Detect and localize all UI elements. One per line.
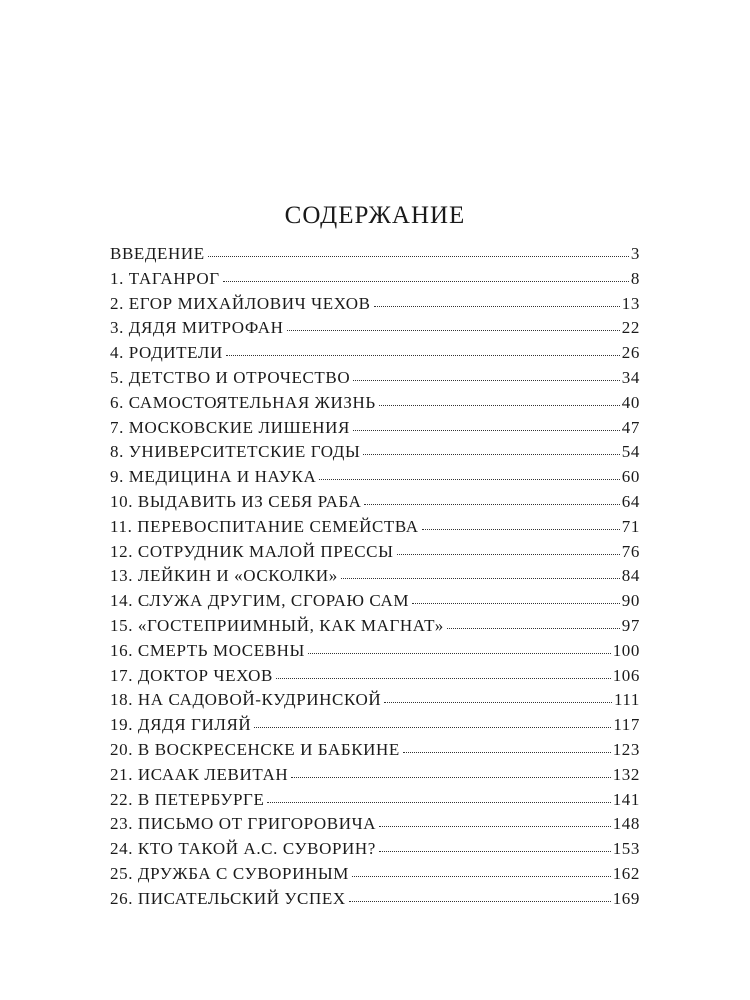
- toc-page-number: 117: [613, 715, 640, 735]
- toc-entry-title: 18. НА САДОВОЙ-КУДРИНСКОЙ: [110, 690, 382, 710]
- toc-entry: [110, 244, 640, 269]
- toc-entry-title: 23. ПИСЬМО ОТ ГРИГОРОВИЧА: [110, 814, 377, 834]
- toc-page-number: 13: [621, 293, 640, 313]
- toc-entry: [110, 492, 640, 517]
- toc-entry-title: 5. ДЕТСТВО И ОТРОЧЕСТВО: [110, 367, 351, 387]
- toc-entry: [110, 790, 640, 815]
- toc-entry-title: 21. ИСААК ЛЕВИТАН: [110, 764, 289, 784]
- toc-page-number: 3: [630, 244, 640, 263]
- dot-leader: [319, 479, 619, 480]
- dot-leader: [384, 702, 612, 703]
- toc-page-number: 90: [621, 591, 640, 611]
- toc-entry: [110, 864, 640, 889]
- toc-page-number: 76: [621, 541, 640, 561]
- toc-page-number: 64: [621, 491, 640, 511]
- toc-entry: [110, 715, 640, 740]
- dot-leader: [364, 504, 619, 505]
- toc-entry: [110, 393, 640, 418]
- toc-page-number: 97: [621, 615, 640, 635]
- dot-leader: [267, 802, 610, 803]
- dot-leader: [374, 306, 620, 307]
- dot-leader: [226, 355, 620, 356]
- toc-entry: [110, 318, 640, 343]
- toc-entry: [110, 814, 640, 839]
- dot-leader: [379, 851, 611, 852]
- toc-entry-title: 16. СМЕРТЬ МОСЕВНЫ: [110, 640, 305, 660]
- toc-entry-title: 13. ЛЕЙКИН И «ОСКОЛКИ»: [110, 566, 338, 586]
- toc-entry-title: 2. ЕГОР МИХАЙЛОВИЧ ЧЕХОВ: [110, 293, 371, 313]
- toc-entry-title: ВВЕДЕНИЕ: [110, 244, 205, 263]
- toc-entry: [110, 889, 640, 914]
- toc-entry: [110, 294, 640, 319]
- toc-page-number: 47: [621, 417, 640, 437]
- toc-entry-title: 1. ТАГАНРОГ: [110, 268, 220, 288]
- dot-leader: [353, 430, 620, 431]
- toc-page-number: 26: [621, 343, 640, 363]
- toc-entry: [110, 442, 640, 467]
- dot-leader: [379, 405, 620, 406]
- toc-entry: [110, 343, 640, 368]
- toc-entry: [110, 839, 640, 864]
- toc-page-number: 132: [612, 764, 640, 784]
- page-title: СОДЕРЖАНИЕ: [284, 202, 466, 229]
- toc-entry: [110, 666, 640, 691]
- toc-entry-title: 25. ДРУЖБА С СУВОРИНЫМ: [110, 863, 349, 883]
- dot-leader: [291, 777, 610, 778]
- toc-entry: [110, 641, 640, 666]
- toc-entry-title: 22. В ПЕТЕРБУРГЕ: [110, 789, 265, 809]
- dot-leader: [223, 281, 629, 282]
- dot-leader: [422, 529, 620, 530]
- toc-entry-title: 4. РОДИТЕЛИ: [110, 343, 223, 363]
- dot-leader: [397, 554, 620, 555]
- dot-leader: [412, 603, 620, 604]
- toc-page-number: 40: [621, 392, 640, 412]
- toc-entry: [110, 765, 640, 790]
- toc-entry-title: 7. МОСКОВСКИЕ ЛИШЕНИЯ: [110, 417, 350, 437]
- toc-entry-title: 9. МЕДИЦИНА И НАУКА: [110, 467, 317, 487]
- toc-entry-title: 8. УНИВЕРСИТЕТСКИЕ ГОДЫ: [110, 442, 361, 462]
- toc-page-number: 162: [612, 863, 640, 883]
- dot-leader: [353, 380, 620, 381]
- toc-entry-title: 12. СОТРУДНИК МАЛОЙ ПРЕССЫ: [110, 541, 394, 561]
- toc-entry: [110, 542, 640, 567]
- toc-entry: [110, 368, 640, 393]
- toc-page-number: 84: [621, 566, 640, 586]
- dot-leader: [349, 901, 611, 902]
- toc-page-number: 100: [612, 640, 640, 660]
- dot-leader: [276, 678, 611, 679]
- toc-entry: [110, 517, 640, 542]
- toc-entry-title: 20. В ВОСКРЕСЕНСКЕ И БАБКИНЕ: [110, 739, 400, 759]
- toc-entry: [110, 418, 640, 443]
- toc-entry-title: 26. ПИСАТЕЛЬСКИЙ УСПЕХ: [110, 888, 346, 908]
- toc-page-number: 141: [612, 789, 640, 809]
- toc-page-number: 8: [630, 268, 640, 288]
- toc-entry-title: 3. ДЯДЯ МИТРОФАН: [110, 318, 284, 338]
- dot-leader: [287, 330, 620, 331]
- toc-entry-title: 10. ВЫДАВИТЬ ИЗ СЕБЯ РАБА: [110, 491, 362, 511]
- toc-entry: [110, 690, 640, 715]
- toc-page-number: 111: [613, 690, 640, 710]
- toc-page-number: 169: [612, 888, 640, 908]
- toc-entry-title: 6. САМОСТОЯТЕЛЬНАЯ ЖИЗНЬ: [110, 392, 376, 412]
- toc-page-number: 106: [612, 665, 640, 685]
- table-of-contents: [110, 244, 640, 914]
- toc-entry-title: 24. КТО ТАКОЙ А.С. СУВОРИН?: [110, 839, 376, 859]
- dot-leader: [403, 752, 611, 753]
- dot-leader: [208, 256, 629, 257]
- toc-page-number: 22: [621, 318, 640, 338]
- toc-entry-title: 11. ПЕРЕВОСПИТАНИЕ СЕМЕЙСТВА: [110, 516, 419, 536]
- dot-leader: [254, 727, 611, 728]
- toc-entry: [110, 740, 640, 765]
- dot-leader: [447, 628, 620, 629]
- toc-page-number: 71: [621, 516, 640, 536]
- toc-entry: [110, 269, 640, 294]
- dot-leader: [379, 826, 611, 827]
- dot-leader: [341, 578, 620, 579]
- dot-leader: [352, 876, 611, 877]
- toc-page-number: 123: [612, 739, 640, 759]
- toc-page-number: 54: [621, 442, 640, 462]
- toc-entry: [110, 616, 640, 641]
- toc-entry: [110, 467, 640, 492]
- toc-entry-title: 14. СЛУЖА ДРУГИМ, СГОРАЮ САМ: [110, 591, 410, 611]
- dot-leader: [308, 653, 611, 654]
- dot-leader: [363, 454, 619, 455]
- toc-page-number: 60: [621, 467, 640, 487]
- toc-page-number: 153: [612, 839, 640, 859]
- toc-page-number: 148: [612, 814, 640, 834]
- toc-entry-title: 15. «ГОСТЕПРИИМНЫЙ, КАК МАГНАТ»: [110, 615, 444, 635]
- toc-entry: [110, 566, 640, 591]
- toc-entry-title: 19. ДЯДЯ ГИЛЯЙ: [110, 715, 252, 735]
- toc-entry: [110, 591, 640, 616]
- toc-entry-title: 17. ДОКТОР ЧЕХОВ: [110, 665, 273, 685]
- toc-page-number: 34: [621, 367, 640, 387]
